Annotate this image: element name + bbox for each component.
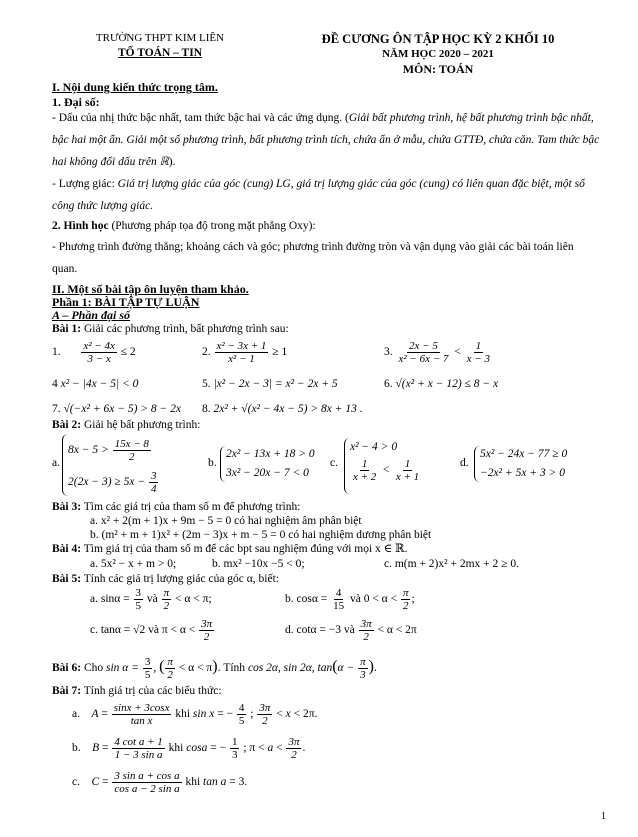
bai-7-c: c. C = $\frac{\text{3 sin a + cos a}}{\text{cos a − 2 sin a}}$ khi tan a = 3. — [72, 770, 248, 796]
part-a-heading: A – Phần đại số — [52, 308, 131, 322]
page-number: 1 — [601, 810, 606, 822]
bai-1-item-6: 6. √(x² + x − 12) ≤ 8 − x — [384, 378, 499, 390]
bai-2-b-line-1: 2x² − 13x + 18 > 0 — [226, 448, 315, 460]
bai-5-c: c. tanα = √2 và π < α < $\frac{3\pi}{2}$ — [90, 618, 213, 644]
geometry-paragraph: - Phương trình đường thẳng; khoảng cách và góc; phương trình đường tròn và vận dụng vào giải các bài toán liên quan. — [52, 241, 574, 275]
bai-7-b: b. B = $\frac{\text{4 cot a + 1}}{\text{1 − 3 sin a}}$ khi cosa = − $\frac{1}{3}$ ; π < a < $\frac{3\pi}{2}$ . — [72, 736, 306, 762]
bai-2-a-line-1: 8x − 5 > $\frac{15x - 8}{2}$ — [68, 438, 149, 464]
section-heading-2: II. Một số bài tập ôn luyện tham khảo. — [52, 282, 249, 296]
bai-4-c: c. m(m + 2)x² + 2mx + 2 ≥ 0. — [384, 558, 519, 570]
bai-3: Bài 3: Tìm các giá trị của tham số m để phương trình: — [52, 501, 301, 513]
bai-2-b-line-2: 3x² − 20x − 7 < 0 — [226, 467, 309, 479]
algebra-paragraph-2: - Lượng giác: Giá trị lượng giác của góc (cung) LG, giá trị lượng giác của góc (cung) có liên quan đặc biệt, một số công thức lượng giác. — [52, 178, 585, 212]
bai-1-item-5: 5. |x² − 2x − 3| = x² − 2x + 5 — [202, 378, 338, 390]
bai-2-label-c: c. — [330, 457, 338, 469]
bai-2-c-line-2: $\frac{1}{x + 2}$ < $\frac{1}{x + 1}$ — [353, 458, 420, 484]
document-title: ĐỀ CƯƠNG ÔN TẬP HỌC KỲ 2 KHỐI 10 — [321, 32, 555, 46]
algebra-heading: 1. Đại số: — [52, 95, 100, 109]
bai-1: Bài 1: Giải các phương trình, bất phương trình sau: — [52, 323, 289, 335]
bai-3-a: a. x² + 2(m + 1)x + 9m − 5 = 0 có hai nghiệm âm phân biệt — [90, 515, 362, 527]
bai-6: Bài 6: Cho sin α = $\frac{3}{5}$ , ( $\frac{\pi}{2}$ < α < π). Tính cos 2α, sin 2α, tan(α − $\frac{\pi}{3}$ ). — [52, 656, 377, 682]
subject: MÔN: TOÁN — [402, 62, 474, 76]
bai-3-b: b. (m² + m + 1)x² + (2m − 3)x + m − 5 = 0 có hai nghiệm dương phân biệt — [90, 529, 432, 541]
bai-1-item-8: 8. 2x² + √(x² − 4x − 5) > 8x + 13 . — [202, 403, 363, 415]
bai-4-a: a. 5x² − x + m > 0; — [90, 558, 177, 570]
bai-1-item-1: 1. $\frac{\text{x² − 4x}}{3 - x}$ ≤ 2 — [52, 340, 136, 366]
bai-2-label-d: d. — [460, 457, 469, 469]
bai-7-a: a. A = $\frac{\sin x + 3\cos x}{\text{tan x}}$ khi sin x = − $\frac{4}{5}$ ; $\frac{3\pi}{2}$ < x < 2π. — [72, 702, 318, 728]
department-name: TỔ TOÁN – TIN — [117, 47, 203, 59]
bai-7: Bài 7: Tính giá trị của các biểu thức: — [52, 685, 222, 697]
algebra-paragraph-1: - Dấu của nhị thức bậc nhất, tam thức bậc hai và các ứng dụng. (Giải bất phương trình, hệ bất phương trình bậc nhất, bậc hai một ẩn. Giải một số phương trình, bất phương trình tích, chứa ẩn ở mẫu, chứa GTTĐ, chứa căn. Tam thức bậc hai không đổi dấu trên ℝ). — [52, 112, 600, 168]
bai-2-label-a: a. — [52, 457, 60, 469]
bai-2-label-b: b. — [208, 457, 217, 469]
bai-1-item-2: 2. $\frac{\text{x² − 3x + 1}}{\text{x² − 1}}$ ≥ 1 — [202, 340, 288, 366]
bai-2-a-line-2: 2(2x − 3) ≥ 5x − $\frac{3}{4}$ — [68, 470, 157, 496]
bai-5: Bài 5: Tính các giá trị lượng giác của góc α, biết: — [52, 573, 279, 585]
bai-4: Bài 4: Tìm giá trị của tham số m để các bpt sau nghiệm đúng với mọi x ∈ ℝ. — [52, 543, 408, 555]
bai-2-c-line-1: x² − 4 > 0 — [350, 441, 398, 453]
bai-2-d-line-2: −2x² + 5x + 3 > 0 — [480, 467, 565, 479]
bai-5-a: a. sinα = $\frac{3}{5}$ và $\frac{\pi}{2}$ < α < π; — [90, 587, 212, 613]
school-year: NĂM HỌC 2020 – 2021 — [382, 48, 494, 60]
bai-4-b: b. mx² −10x −5 < 0; — [212, 558, 305, 570]
bai-2-d-line-1: 5x² − 24x − 77 ≥ 0 — [480, 448, 568, 460]
part-1-heading: Phần 1: BÀI TẬP TỰ LUẬN — [52, 295, 200, 309]
bai-5-d: d. cotα = −3 và $\frac{3\pi}{2}$ < α < 2π — [285, 618, 417, 644]
section-heading-1: I. Nội dung kiến thức trọng tâm. — [52, 80, 218, 94]
bai-5-b: b. cosα = $\frac{4}{15}$ và 0 < α < $\frac{\pi}{2}$ ; — [285, 587, 415, 613]
bai-1-item-7: 7. √(−x² + 6x − 5) > 8 − 2x — [52, 403, 182, 415]
bai-1-item-3: 3. $\frac{2x - 5}{\text{x² − 6x − 7}}$ < $\frac{1}{x - 3}$ — [384, 340, 490, 366]
geometry-heading: 2. Hình học (Phương pháp tọa độ trong mặt phẳng Oxy): — [52, 220, 316, 232]
bai-2: Bài 2: Giải hệ bất phương trình: — [52, 419, 201, 431]
school-name: TRƯỜNG THPT KIM LIÊN — [95, 32, 225, 44]
bai-1-item-4: 4 x² − |4x − 5| < 0 — [52, 378, 139, 390]
